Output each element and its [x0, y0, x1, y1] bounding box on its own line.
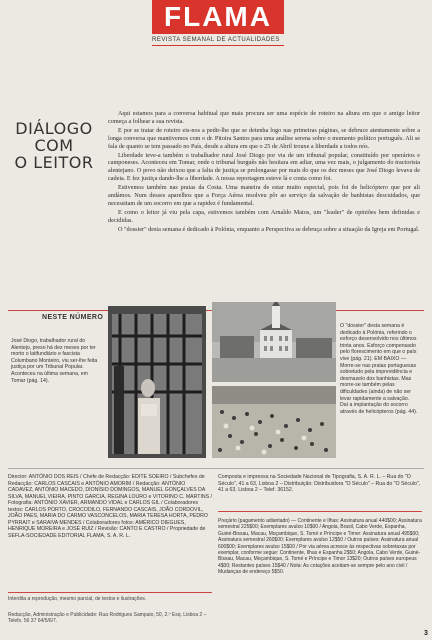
paragraph: E por se tratar de roteiro eis-nos a pedir-lhe que se detenha logo nas primeiras páginas, se debruce atentamente sobre a longa conversa que mantivemos com o dr. Pitoira Santos para uma análise serena sobre o momento político português. Ali se fala de quanto se tem passado no País, desde a altura em que o 25 de Abril trouxe a liberdade a todos nós. [108, 126, 420, 150]
paragraph: Estivemos também nas praias da Costa. Uma maneira de estar muito especial, pois foi de helicóptero que por ali andámos. Num desses aparelhos que a Força Aérea resolveu pôr ao serviço da salvação de banhistas descuidados, que necessitam de um socorro em que a rapidez é fundamental. [108, 184, 420, 207]
reproduction-notice: Interdita a reprodução, mesmo parcial, de textos e ilustrações. [8, 592, 212, 602]
staff-credits: Director: ANTÓNIO DOS REIS / Chefe de Redacção: EDITE SOEIRO / Subchefes de Redacção: CARLOS CASCAIS e ANTÓNIO AMORIM / Redacção: ANTÓNIO CADAVEZ, ANTÓNIO MACEDO, DIONÍSIO DOMINGOS, MANUEL GONÇALVES DA SILVA, MANUEL VIEIRA, PINTO GARCIA, REGINA LOURO e VITORINO C. MARTINS / Fotografia: ANTÓNIO XAVIER, ARMANDO VIDAL e CARLOS GIL / Colaboradores textos: CARLOS PORTO, CROCODILO, FERNANDO CASCAIS, JOÃO CORDOVIL, JOÃO PAES, MARIA DO CARMO VASCONCELOS, MARIA TERESA HORTA, PEDRO PYRRAIT e SARAIVA MENDES / Colaboradores fotos: AMÉRICO DIEGUES, HENRIQUE MOREIRA e JOSÉ RUIZ / Revisão: CANTO E CASTRO / Propriedade de SEFLA-SOCIEDADE EDITORIAL FLAMA, S. A. R. L. [8, 474, 212, 539]
page-number: 3 [424, 630, 428, 637]
paragraph: Aqui estamos para a conversa habitual que mais procura ser uma espécie de roteiro na altura em que o amigo leitor começa a folhear a sua revista. [108, 110, 420, 125]
heading-line: O LEITOR [14, 153, 94, 172]
divider-rule [8, 468, 424, 469]
paragraph: O "dossier" desta semana é dedicado à Polónia, enquanto a Perspectiva se debruça sobre a situação da Igreja em Portugal. [118, 225, 420, 233]
heading-line: DIÁLOGO [15, 119, 93, 138]
caption-right: O "dossier" desta semana é dedicado à Polónia, referindo o esforço desenvolvido nos últimos trinta anos. Esforço compensado pelo florescimento em que o país vive (pág. 21). EM BAIXO — Morre-se nas praias portuguesas sobretudo pela imprevidência e desmazelo dos banhistas. Mas morre-se também pelas dificuldades (ainda) de não ser levar rapidamente a salvação. Daí a implantação do socorro através de helicópteros (pág. 44). [340, 323, 418, 415]
editorial-text [108, 110, 420, 235]
paragraph: E como o leitor já viu pela capa, estivemos também com Arnaldo Matos, um "leader" de opiniões bem definidas e decididas. [108, 208, 420, 224]
address-info: Redacção, Administração e Publicidade: Rua Rodrigues Sampaio, 50, 2.º Esq. Lisboa 2 – Telefs. 56 37 64/5/6/7. [8, 612, 207, 625]
beach-crowd-photo [212, 386, 336, 458]
section-heading [8, 120, 100, 171]
print-info: Composta e impressa na Sociedade Nacional de Tipografia, S. A. R. L. – Rua do "O Século", 41 a 63, Lisboa 2 – Distribuição: Distribuidora "O Século" – Rua do "O Século", 41 a 63, Lisboa 2 – Telef. 36152. [218, 474, 421, 493]
flama-logo: FLAMA [152, 0, 284, 34]
poland-square-photo [212, 302, 336, 382]
subscription-prices: Preçário (pagamento adiantado) — Continente e Ilhas: Assinatura anual 440$00; Assinatura semestral 225$00; Exemplares avulso 10$00 / Angola, Brasil, Cabo Verde, Espanha, Guiné-Bissau, Macau, Moçambique, S. Tomé e Príncipe e Timor: Assinatura anual 495$00; Assinatura semestral 260$00; Exemplares avulso 12$50 / Outros países: Assinatura anual 600$00; Exemplares avulso 15$00 / Por via aérea acresce às respectivas sobretaxas por exemplar, conforme segue: Continente, Ilhas e Espanha 2$50; Angola, Cabo Verde, Guiné-Bissau, Macau, Moçambique, S. Tomé e Príncipe e Timor 13$20; Outros países europeus 4$00; Restantes países 15$40 / Nota: As cotações aceitam-se sempre pelo ano civil / Mudanças de endereço 5$50. [218, 518, 422, 576]
prisoner-photo [108, 306, 206, 458]
caption-left: José Diogo, trabalhador rural do Alentejo, preso há dez meses por ter morto o latifundiário e fascista Columbano Monteiro, viu ser-lhe feita justiça por um Tribunal Popular. Aconteceu na última semana, em Tomar (pág. 14). [11, 338, 98, 384]
section-title: NESTE NÚMERO [42, 314, 104, 321]
masthead-rule [152, 45, 284, 46]
divider-rule [218, 511, 422, 512]
paragraph: Liberdade teve-a também o trabalhador rural José Diogo por via de um tribunal popular, constituído por operários e camponeses. Aconteceu em Tomar, onde o tribunal burguês não hesitara em adiar, uma vez mais, o julgamento do tractorista alentejano. O povo não deixou que a falta de justiça se prolongasse por mais do que os dez meses que José Diogo levava de cadeia. E fez justiça dando-lhe a liberdade. A nossa reportagem esteve lá e conta como foi. [108, 151, 420, 183]
heading-line: COM [34, 136, 74, 155]
masthead-tagline: REVISTA SEMANAL DE ACTUALIDADES [152, 37, 280, 43]
